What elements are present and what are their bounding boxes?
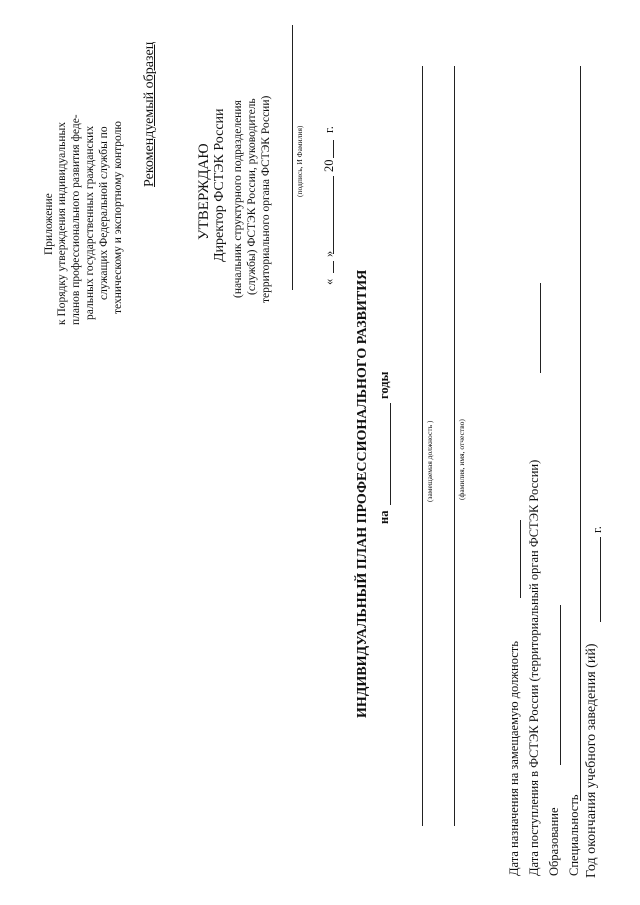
name-line bbox=[454, 66, 455, 826]
field-graduation-year-unit: г. bbox=[590, 526, 604, 533]
approval-line-3: территориального органа ФСТЭК России) bbox=[260, 95, 272, 303]
position-line bbox=[422, 66, 423, 826]
appendix-line-3: ральных государственных гражданских bbox=[84, 125, 96, 320]
approval-position: Директор ФСТЭК России bbox=[212, 108, 227, 262]
plan-period-prefix: на bbox=[377, 510, 391, 524]
approval-date-mid: » bbox=[322, 250, 336, 257]
signature-caption: (подпись, И Фамилия) bbox=[295, 125, 304, 197]
appendix-line-2: планов профессионального развития феде- bbox=[70, 114, 82, 325]
approval-heading: УТВЕРЖДАЮ bbox=[196, 143, 212, 240]
plan-title: ИНДИВИДУАЛЬНЫЙ ПЛАН ПРОФЕССИОНАЛЬНОГО РАЗВИТИЯ bbox=[355, 269, 370, 718]
field-service-start-date-blank[interactable] bbox=[540, 283, 541, 373]
approval-year-suffix: г. bbox=[322, 126, 336, 133]
approval-line-2: (службы) ФСТЭК России, руководитель bbox=[246, 98, 258, 295]
approval-day-blank bbox=[333, 261, 334, 273]
field-appointment-date: Дата назначения на замещаемую должность bbox=[507, 641, 521, 876]
approval-date-open: « bbox=[322, 278, 336, 285]
appendix-line-4: служащих Федеральной службы по bbox=[98, 126, 110, 300]
field-specialty-blank[interactable] bbox=[580, 66, 581, 801]
appendix-line-5: техническому и экспортному контролю bbox=[112, 121, 124, 314]
plan-period-blank bbox=[390, 403, 391, 505]
appendix-title: Приложение bbox=[43, 193, 55, 255]
field-specialty: Специальность bbox=[567, 794, 581, 876]
field-service-start-date: Дата поступления в ФСТЭК России (территориальный орган ФСТЭК России) bbox=[527, 459, 541, 876]
position-caption: (замещаемая должность ) bbox=[425, 420, 434, 502]
approval-year-blank bbox=[333, 140, 334, 158]
plan-period-suffix: годы bbox=[377, 371, 391, 399]
field-graduation-year-blank[interactable] bbox=[600, 537, 601, 622]
field-education-blank[interactable] bbox=[560, 605, 561, 765]
field-graduation-year: Год окончания учебного заведения (ий) bbox=[584, 643, 599, 878]
approval-year-prefix: 20 bbox=[322, 159, 336, 172]
field-education: Образование bbox=[547, 807, 561, 876]
sample-label: Рекомендуемый образец bbox=[142, 41, 157, 187]
approval-line-1: (начальник структурного подразделения bbox=[232, 100, 244, 298]
signature-line bbox=[292, 25, 293, 290]
appendix-line-1: к Порядку утверждения индивидуальных bbox=[56, 122, 68, 325]
approval-month-blank bbox=[333, 176, 334, 254]
field-appointment-date-blank[interactable] bbox=[520, 520, 521, 598]
name-caption: (фамилия, имя, отчество) bbox=[457, 419, 466, 500]
